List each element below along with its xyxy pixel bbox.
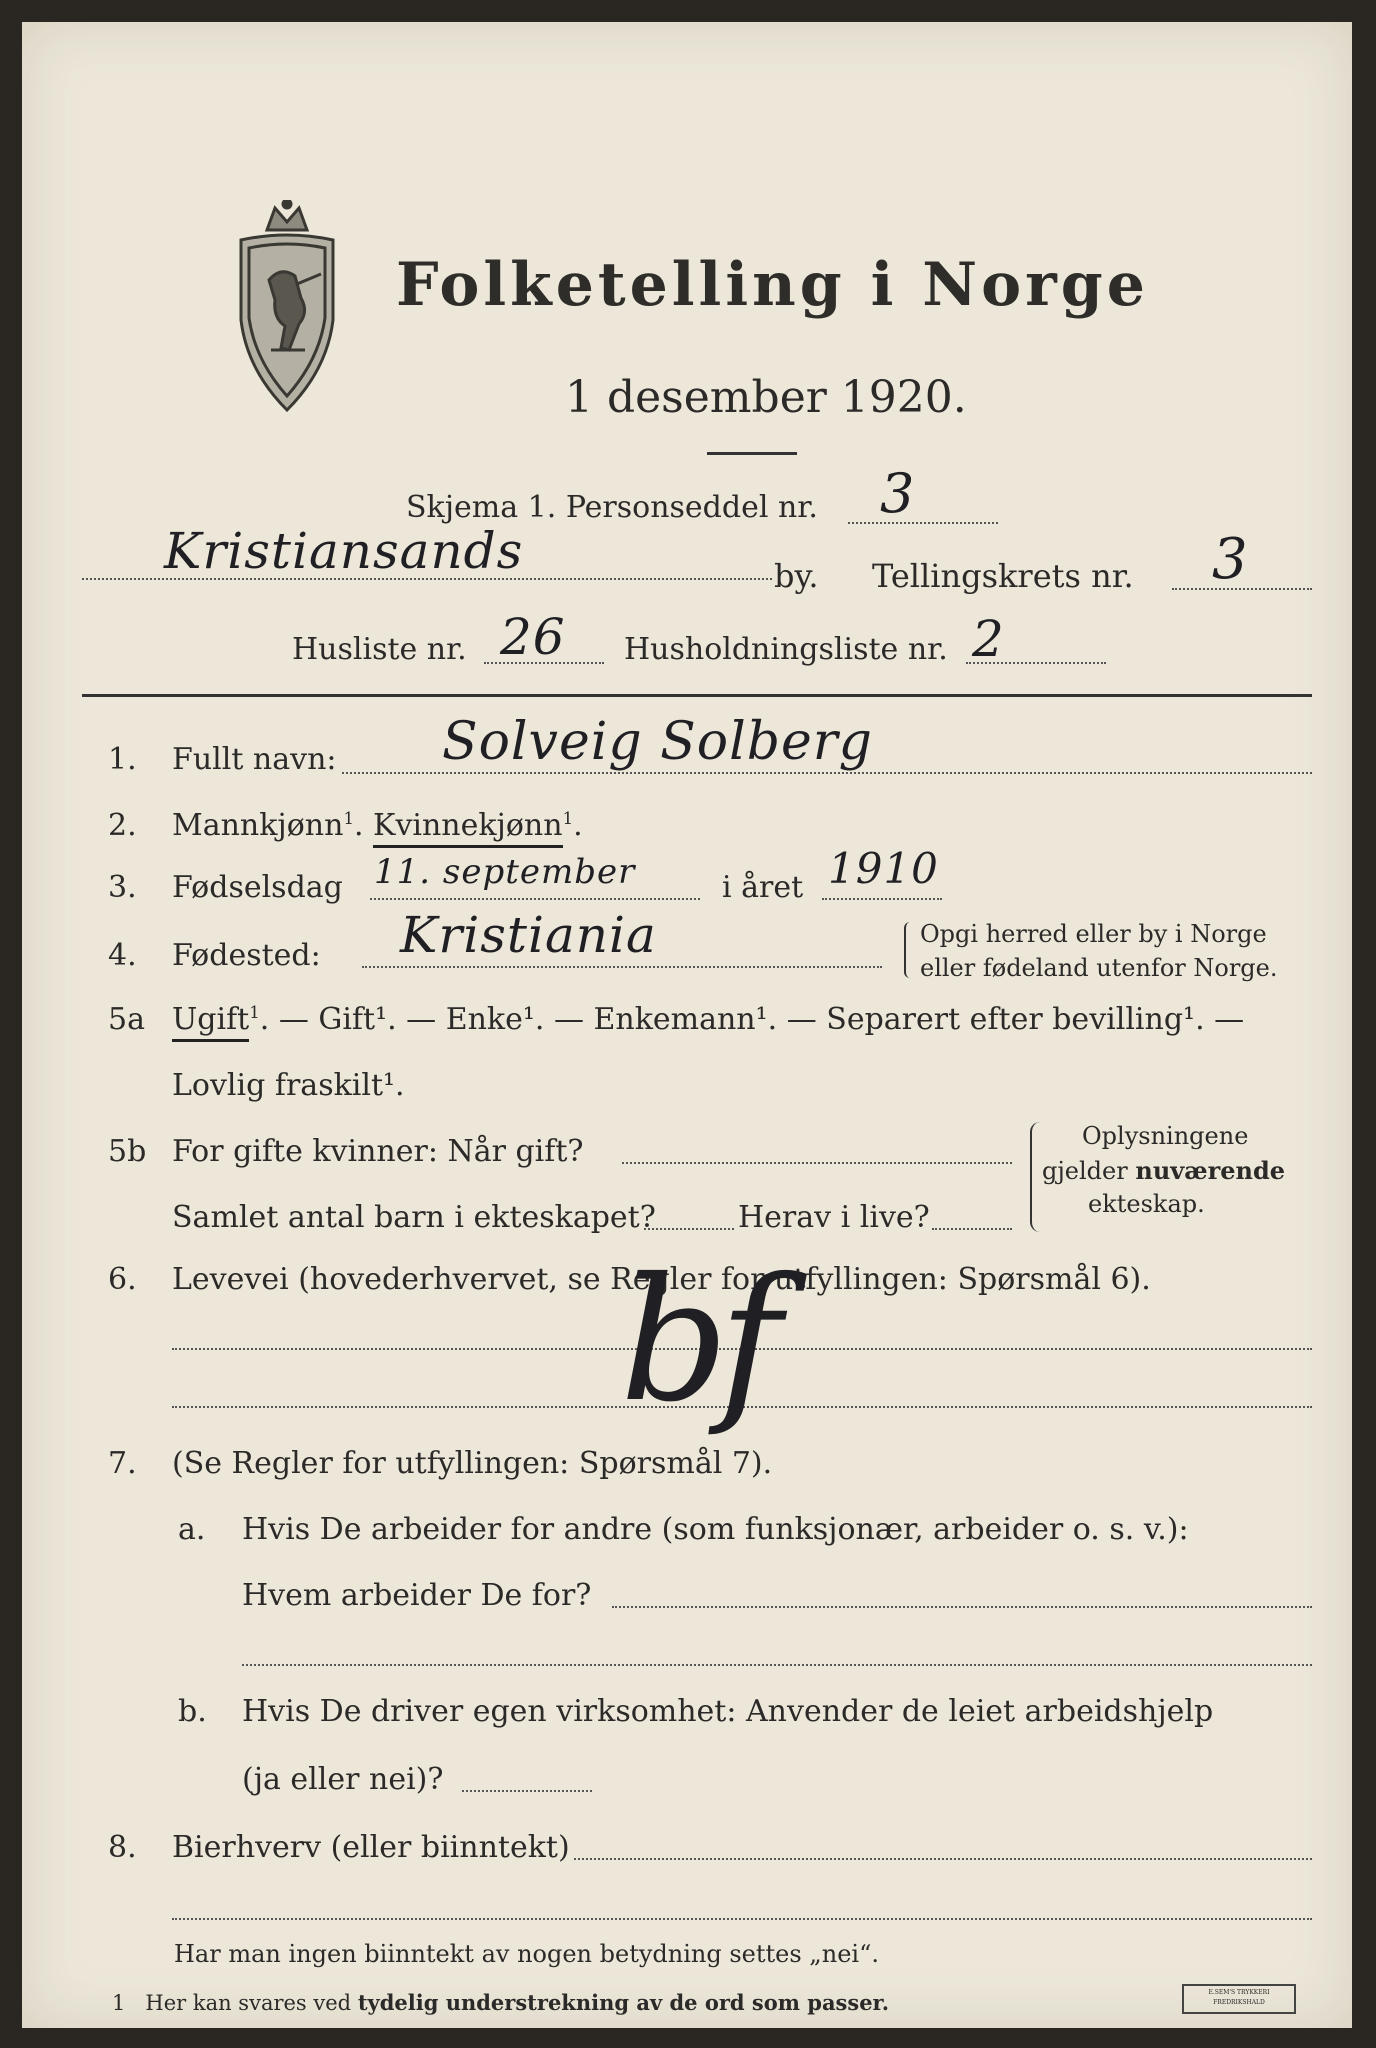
- q4-note-line1: Opgi herred eller by i Norge: [920, 920, 1267, 948]
- form-title: Folketelling i Norge: [396, 250, 1149, 320]
- census-form: [22, 22, 1352, 2028]
- q5a-options: Ugift$^1$. — Gift¹. — Enke¹. — Enkemann¹. — Separert efter bevilling¹. —: [172, 1002, 1244, 1037]
- form-date: 1 desember 1920.: [565, 372, 967, 423]
- q7b-letter: b.: [178, 1694, 207, 1729]
- q4-number: 4.: [108, 938, 137, 973]
- q7a-line2: Hvem arbeider De for?: [242, 1578, 592, 1613]
- husholdning-label: Husholdningsliste nr.: [624, 632, 948, 667]
- by-label: by.: [774, 557, 819, 595]
- q5b-children-label: Samlet antal barn i ekteskapet?: [172, 1200, 656, 1235]
- q4-brace: [904, 922, 916, 978]
- skjema-label: Skjema 1. Personseddel nr.: [406, 490, 818, 525]
- q2-number: 2.: [108, 808, 137, 843]
- krets-label: Tellingskrets nr.: [872, 557, 1134, 595]
- skjema-value: 3: [880, 462, 916, 525]
- q7a-line1: Hvis De arbeider for andre (som funksjonær, arbeider o. s. v.):: [242, 1512, 1189, 1547]
- q3-year-value: 1910: [828, 844, 939, 893]
- q5a-number: 5a: [108, 1002, 145, 1037]
- q7b-line2: (ja eller nei)?: [242, 1762, 444, 1797]
- q8-note: Har man ingen biinntekt av nogen betydning settes „nei“.: [174, 1940, 879, 1968]
- q5b-alive-label: Herav i live?: [738, 1200, 930, 1235]
- q4-label: Fødested:: [172, 938, 321, 973]
- q4-dots: [362, 966, 882, 968]
- q5b-number: 5b: [108, 1134, 147, 1169]
- q5b-note-line3: ekteskap.: [1088, 1190, 1205, 1218]
- husholdning-value: 2: [972, 610, 1005, 668]
- q2-options: Mannkjønn$^1$. Kvinnekjønn$^1$.: [172, 808, 583, 843]
- q5a-ugift: Ugift: [172, 1002, 249, 1042]
- q5b-note-line1: Oplysningene: [1082, 1122, 1249, 1150]
- footnote-text-a: Her kan svares ved: [145, 1991, 352, 2015]
- q8-label: Bierhverv (eller biinntekt): [172, 1830, 570, 1865]
- q3-year-dots: [822, 898, 942, 900]
- q1-label: Fullt navn:: [172, 742, 337, 777]
- printer-stamp: [1182, 1984, 1296, 2014]
- q8-dots-2: [172, 1918, 1312, 1920]
- q5b-children-dots: [644, 1228, 734, 1230]
- q5b-alive-dots: [932, 1228, 1012, 1230]
- q3-year-label: i året: [722, 870, 804, 905]
- q3-day-value: 11. september: [374, 852, 636, 892]
- q1-number: 1.: [108, 742, 137, 777]
- printer-stamp-line1: E.SEM'S TRYKKERI: [1208, 1989, 1270, 1996]
- q7a-dots-2: [242, 1664, 1312, 1666]
- q8-number: 8.: [108, 1830, 137, 1865]
- q2-kvinne: Kvinnekjønn: [373, 808, 563, 848]
- q3-label: Fødselsdag: [172, 870, 343, 905]
- coat-of-arms-icon: [227, 200, 347, 420]
- footnote-number: 1: [112, 1991, 126, 2015]
- footnote-text-b: tydelig understrekning av de ord som passer.: [357, 1990, 890, 2015]
- q7a-dots-1: [612, 1606, 1312, 1608]
- q3-day-dots: [370, 898, 700, 900]
- q5b-married-label: For gifte kvinner: Når gift?: [172, 1134, 584, 1169]
- q6-label: Levevei (hovederhvervet, se Regler for utfyllingen: Spørsmål 6).: [172, 1262, 1151, 1297]
- q5a-line2: Lovlig fraskilt¹.: [172, 1068, 405, 1103]
- printer-stamp-line2: FREDRIKSHALD: [1213, 1999, 1265, 2006]
- q5b-married-dots: [622, 1162, 1012, 1164]
- header-rule: [82, 694, 1312, 697]
- title-rule: [707, 452, 797, 455]
- q3-number: 3.: [108, 870, 137, 905]
- q5b-note-line2: gjelder nuværende: [1042, 1156, 1286, 1185]
- q4-value: Kristiania: [400, 906, 657, 964]
- city-dots: [82, 578, 772, 580]
- skjema-dots: [848, 522, 998, 524]
- q7-label: (Se Regler for utfyllingen: Spørsmål 7).: [172, 1446, 773, 1481]
- q7b-dots: [462, 1790, 592, 1792]
- q1-dots: [342, 772, 1312, 774]
- q6-number: 6.: [108, 1262, 137, 1297]
- q7-number: 7.: [108, 1446, 137, 1481]
- q1-value: Solveig Solberg: [442, 712, 873, 772]
- q7a-letter: a.: [178, 1512, 206, 1547]
- city-value: Kristiansands: [164, 522, 524, 580]
- footnote: [112, 1990, 889, 2015]
- q7b-line1: Hvis De driver egen virksomhet: Anvender de leiet arbeidshjelp: [242, 1694, 1214, 1729]
- q2-mann: Mannkjønn: [172, 808, 344, 843]
- krets-value: 3: [1212, 527, 1249, 592]
- husliste-value: 26: [500, 608, 566, 666]
- q6-value: bf: [620, 1242, 772, 1440]
- q8-dots-1: [574, 1858, 1312, 1860]
- q4-note-line2: eller fødeland utenfor Norge.: [920, 954, 1278, 982]
- husliste-label: Husliste nr.: [292, 632, 467, 667]
